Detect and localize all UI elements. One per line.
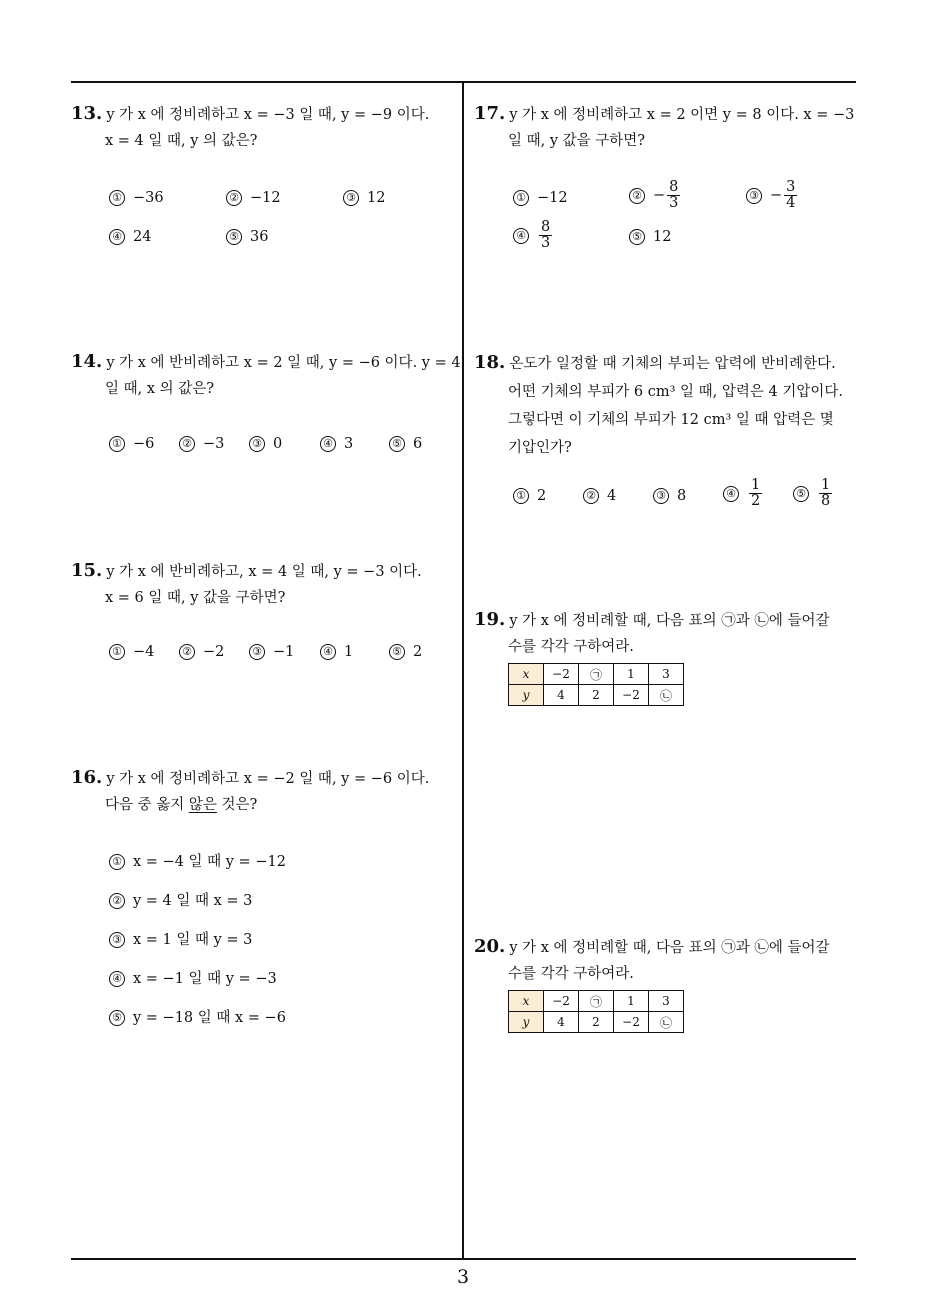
question-text: y 가 x 에 정비례할 때, 다음 표의 ㉠과 ㉡에 들어갈 bbox=[509, 940, 830, 956]
question-text: 어떤 기체의 부피가 6 cm³ 일 때, 압력은 4 기압이다. bbox=[508, 384, 843, 400]
option-3[interactable]: ③ 12 bbox=[343, 188, 385, 208]
question-number: 19. bbox=[474, 609, 506, 630]
option-4[interactable]: ④ 24 bbox=[109, 227, 151, 247]
option-3[interactable]: ③ x = 1 일 때 y = 3 bbox=[109, 930, 252, 950]
table-cell: 4 bbox=[544, 685, 579, 706]
question-number: 15. bbox=[71, 560, 103, 581]
question-text: 수를 각각 구하여라. bbox=[508, 966, 634, 982]
table-cell: 1 bbox=[614, 664, 649, 685]
fraction: $\frac{1}{8}$ bbox=[821, 477, 831, 509]
question-20 bbox=[474, 934, 859, 987]
table-header-y: y bbox=[509, 1012, 544, 1033]
value-table bbox=[508, 663, 684, 706]
table-cell: 2 bbox=[579, 685, 614, 706]
question-text: 다음 중 옳지 bbox=[105, 797, 189, 813]
question-19 bbox=[474, 607, 859, 660]
question-17 bbox=[474, 101, 859, 154]
option-3[interactable]: ③ 8 bbox=[653, 486, 686, 506]
option-1[interactable]: ① −36 bbox=[109, 188, 164, 208]
question-number: 14. bbox=[71, 351, 103, 372]
table-cell: 1 bbox=[614, 991, 649, 1012]
question-text: y 가 x 에 정비례하고 x = 2 이면 y = 8 이다. x = −3 bbox=[509, 107, 855, 123]
option-5[interactable]: ⑤ y = −18 일 때 x = −6 bbox=[109, 1008, 286, 1028]
question-text: 온도가 일정할 때 기체의 부피는 압력에 반비례한다. bbox=[509, 356, 836, 372]
question-18 bbox=[474, 349, 859, 462]
question-text: y 가 x 에 정비례하고 x = −3 일 때, y = −9 이다. bbox=[106, 107, 430, 123]
table-cell: 3 bbox=[649, 991, 684, 1012]
table-header-x: x bbox=[509, 991, 544, 1012]
page-number: 3 bbox=[456, 1266, 470, 1288]
option-2[interactable]: ② 4 bbox=[583, 486, 616, 506]
option-3[interactable]: ③ 0 bbox=[249, 434, 282, 454]
question-text: 일 때, y 값을 구하면? bbox=[508, 133, 646, 149]
option-4[interactable]: ④ $\frac{8}{3}$ bbox=[513, 220, 552, 251]
table-row-y bbox=[509, 685, 684, 706]
option-4[interactable]: ④ 1 bbox=[320, 642, 353, 662]
question-text: 그렇다면 이 기체의 부피가 12 cm³ 일 때 압력은 몇 bbox=[508, 412, 834, 428]
table-header-x: x bbox=[509, 664, 544, 685]
option-2[interactable]: ② −12 bbox=[226, 188, 281, 208]
table-cell: ㉠ bbox=[579, 991, 614, 1012]
option-2[interactable]: ② −3 bbox=[179, 434, 224, 454]
table-cell: ㉠ bbox=[579, 664, 614, 685]
question-text: 것은? bbox=[216, 797, 258, 813]
fraction: $\frac{8}{3}$ bbox=[541, 219, 551, 251]
option-3[interactable]: ③ −1 bbox=[249, 642, 294, 662]
table-cell: ㉡ bbox=[649, 1012, 684, 1033]
option-4[interactable]: ④ 3 bbox=[320, 434, 353, 454]
table-row-y bbox=[509, 1012, 684, 1033]
table-cell: −2 bbox=[614, 1012, 649, 1033]
question-text: y 가 x 에 반비례하고 x = 2 일 때, y = −6 이다. y = 4 bbox=[106, 355, 461, 371]
question-number: 16. bbox=[71, 767, 103, 788]
question-text: y 가 x 에 정비례할 때, 다음 표의 ㉠과 ㉡에 들어갈 bbox=[509, 613, 830, 629]
option-2[interactable]: ② −2 bbox=[179, 642, 224, 662]
option-5[interactable]: ⑤ 12 bbox=[629, 227, 671, 247]
table-cell: −2 bbox=[614, 685, 649, 706]
option-1[interactable]: ① −4 bbox=[109, 642, 154, 662]
option-1[interactable]: ① 2 bbox=[513, 486, 546, 506]
option-5[interactable]: ⑤ 2 bbox=[389, 642, 422, 662]
underlined-word: 않은 bbox=[188, 797, 217, 813]
table-cell: 3 bbox=[649, 664, 684, 685]
option-3[interactable]: ③ − $\frac{3}{4}$ bbox=[746, 180, 797, 211]
table-cell: ㉡ bbox=[649, 685, 684, 706]
table-cell: −2 bbox=[544, 991, 579, 1012]
value-table bbox=[508, 990, 684, 1033]
table-header-y: y bbox=[509, 685, 544, 706]
option-1[interactable]: ① −12 bbox=[513, 188, 568, 208]
option-5[interactable]: ⑤ 6 bbox=[389, 434, 422, 454]
question-15 bbox=[71, 558, 461, 611]
table-cell: 4 bbox=[544, 1012, 579, 1033]
option-2[interactable]: ② − $\frac{8}{3}$ bbox=[629, 180, 680, 211]
fraction: $\frac{3}{4}$ bbox=[786, 179, 796, 211]
option-1[interactable]: ① −6 bbox=[109, 434, 154, 454]
option-4[interactable]: ④ x = −1 일 때 y = −3 bbox=[109, 969, 277, 989]
question-text: 기압인가? bbox=[508, 440, 572, 456]
column-divider bbox=[462, 81, 464, 1260]
question-13 bbox=[71, 101, 461, 154]
table-cell: −2 bbox=[544, 664, 579, 685]
option-2[interactable]: ② y = 4 일 때 x = 3 bbox=[109, 891, 252, 911]
question-text: x = 4 일 때, y 의 값은? bbox=[105, 133, 258, 149]
question-text: y 가 x 에 반비례하고, x = 4 일 때, y = −3 이다. bbox=[106, 564, 422, 580]
option-5[interactable]: ⑤ 36 bbox=[226, 227, 268, 247]
question-16 bbox=[71, 765, 461, 818]
question-number: 20. bbox=[474, 936, 506, 957]
fraction: $\frac{8}{3}$ bbox=[669, 179, 679, 211]
fraction: $\frac{1}{2}$ bbox=[751, 477, 761, 509]
bottom-rule bbox=[71, 1258, 856, 1260]
question-text: 일 때, x 의 값은? bbox=[105, 381, 215, 397]
question-number: 17. bbox=[474, 103, 506, 124]
question-number: 18. bbox=[474, 352, 506, 373]
option-5[interactable]: ⑤ $\frac{1}{8}$ bbox=[793, 478, 832, 509]
table-row-x bbox=[509, 664, 684, 685]
table-cell: 2 bbox=[579, 1012, 614, 1033]
question-14 bbox=[71, 349, 461, 402]
question-text: 수를 각각 구하여라. bbox=[508, 639, 634, 655]
option-4[interactable]: ④ $\frac{1}{2}$ bbox=[723, 478, 762, 509]
question-text: x = 6 일 때, y 값을 구하면? bbox=[105, 590, 286, 606]
option-1[interactable]: ① x = −4 일 때 y = −12 bbox=[109, 852, 286, 872]
question-number: 13. bbox=[71, 103, 103, 124]
table-row-x bbox=[509, 991, 684, 1012]
question-text: y 가 x 에 정비례하고 x = −2 일 때, y = −6 이다. bbox=[106, 771, 430, 787]
